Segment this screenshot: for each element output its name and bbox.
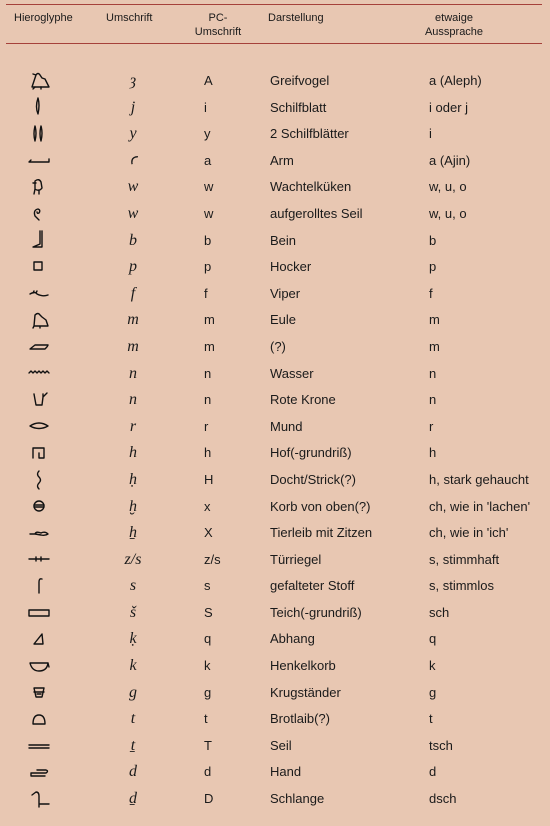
darstellung-cell: Schlange [270,791,325,807]
aussprache-cell: n [429,365,437,381]
table-row [0,228,550,255]
header-pc-umschrift [193,11,243,39]
translit-cell: ẖ [129,524,137,542]
table-row [0,786,550,813]
table-row [0,254,550,281]
darstellung-cell: Hocker [270,259,312,275]
aussprache-cell: w, u, o [429,179,467,195]
darstellung-cell: Bein [270,232,297,248]
table-row [0,653,550,680]
darstellung-cell: (?) [270,338,286,354]
pc-translit-cell: a [204,152,212,168]
table-row [0,680,550,707]
aussprache-cell: sch [429,604,450,620]
table-row [0,520,550,547]
wick-hieroglyph-icon [22,467,56,493]
darstellung-cell: Mund [270,418,303,434]
pc-translit-cell: n [204,365,212,381]
pc-translit-cell: k [204,658,211,674]
pc-translit-cell: X [204,525,213,541]
pc-translit-cell: A [204,73,213,88]
table-row [0,121,550,148]
header-umschrift: Umschrift [106,12,153,24]
aussprache-cell: k [429,658,436,674]
aussprache-cell: i oder j [429,99,469,115]
pool-hieroglyph-icon [22,600,56,626]
pc-translit-cell: t [204,711,208,727]
header-aussprache-line-1: etwaige [435,12,473,24]
translit-cell: h [129,444,137,462]
translit-cell: n [129,391,137,409]
hand-hieroglyph-icon [22,759,56,785]
table-row [0,95,550,122]
reed-leaf-hieroglyph-icon [22,95,56,121]
darstellung-cell: Wachtelküken [270,179,352,195]
darstellung-cell: Krugständer [270,684,341,700]
header-hieroglyphe: Hieroglyphe [14,12,73,24]
table-row [0,440,550,467]
aussprache-cell: a (Ajin) [429,152,471,168]
translit-cell: w [127,178,139,196]
darstellung-cell: Schilfblatt [270,99,327,115]
handled-basket-hieroglyph-icon [22,653,56,679]
aussprache-cell: h, stark gehaucht [429,471,529,487]
pc-translit-cell: w [204,179,214,195]
pc-translit-cell: z/s [204,551,221,567]
pc-translit-cell: d [204,764,212,780]
animal-belly-hieroglyph-icon [22,520,56,546]
header-darstellung: Darstellung [268,12,324,24]
table-row [0,467,550,494]
pc-translit-cell: S [204,604,213,620]
jar-stand-hieroglyph-icon [22,680,56,706]
vulture-hieroglyph-icon [22,68,56,94]
darstellung-cell: Rote Krone [270,392,336,408]
water-hieroglyph-icon [22,361,56,387]
translit-cell: ḏ [129,790,137,808]
arm-hieroglyph-icon [22,148,56,174]
pc-translit-cell: y [204,126,211,142]
translit-cell: d [129,763,137,781]
owl-hieroglyph-icon [22,307,56,333]
aussprache-cell: m [429,338,440,354]
courtyard-hieroglyph-icon [22,440,56,466]
aussprache-cell: s, stimmlos [429,578,494,594]
translit-cell: k [129,657,137,675]
hieroglyph-table-body [0,68,550,813]
aussprache-cell: tsch [429,737,453,753]
aussprache-cell: b [429,232,437,248]
aussprache-cell: q [429,631,437,647]
translit-cell: w [127,204,139,222]
folded-cloth-hieroglyph-icon [22,573,56,599]
aussprache-cell: r [429,418,434,434]
red-crown-hieroglyph-icon [22,387,56,413]
darstellung-cell: Viper [270,285,301,301]
aussprache-cell: ch, wie in 'ich' [429,525,509,541]
translit-cell: y [129,125,137,143]
darstellung-cell: 2 Schilfblätter [270,126,349,142]
pc-translit-cell: T [204,737,212,753]
translit-cell: r [129,417,137,435]
table-row [0,494,550,521]
darstellung-cell: Wasser [270,365,314,381]
header-pc-line-1: PC- [208,12,228,24]
header-pc-line-2: Umschrift [194,26,242,38]
table-row [0,573,550,600]
translit-cell: ḳ [129,630,137,648]
aussprache-cell: s, stimmhaft [429,551,500,567]
coiled-rope-hieroglyph-icon [22,201,56,227]
translit-cell: ṯ [130,736,136,754]
translit-cell: t [130,710,136,728]
pc-translit-cell: s [204,578,211,594]
darstellung-cell: Henkelkorb [270,658,336,674]
pc-translit-cell: H [204,471,214,487]
darstellung-cell: Korb von oben(?) [270,498,371,514]
aussprache-cell: i [429,126,432,142]
pc-translit-cell: q [204,631,212,647]
table-row [0,148,550,175]
translit-cell: ḥ [129,470,137,488]
unknown-m-hieroglyph-icon [22,334,56,360]
pc-translit-cell: m [204,312,215,328]
aussprache-cell: g [429,684,437,700]
table-row [0,706,550,733]
table-row [0,547,550,574]
quail-chick-hieroglyph-icon [22,174,56,200]
pc-translit-cell: x [204,498,211,514]
table-row [0,68,550,95]
darstellung-cell: gefalteter Stoff [270,578,355,594]
header-aussprache-line-2: Aussprache [424,26,484,38]
pc-translit-cell: D [204,791,214,807]
aussprache-cell: d [429,764,437,780]
translit-cell: s [129,577,137,595]
translit-cell: m [127,337,139,355]
aussprache-cell: w, u, o [429,205,467,221]
darstellung-cell: Teich(-grundriß) [270,604,362,620]
translit-cell: n [129,364,137,382]
darstellung-cell: Arm [270,152,294,168]
door-bolt-hieroglyph-icon [22,547,56,573]
cobra-hieroglyph-icon [22,786,56,812]
tethering-rope-hieroglyph-icon [22,733,56,759]
translit-cell: j [130,98,136,116]
table-row [0,361,550,388]
table-header [0,0,550,44]
pc-translit-cell: p [204,259,212,275]
table-row [0,281,550,308]
aussprache-cell: f [429,285,433,301]
translit-cell: p [129,258,137,276]
pc-translit-cell: h [204,445,212,461]
pc-translit-cell: m [204,338,215,354]
pc-translit-cell: b [204,232,212,248]
darstellung-cell: Hof(-grundriß) [270,445,352,461]
viper-hieroglyph-icon [22,281,56,307]
darstellung-cell: Tierleib mit Zitzen [270,525,373,541]
table-row [0,334,550,361]
table-row [0,733,550,760]
pc-translit-cell: f [204,285,208,301]
translit-cell: ḫ [129,497,137,515]
translit-cell: m [127,311,139,329]
aussprache-cell: m [429,312,440,328]
darstellung-cell: Docht/Strick(?) [270,471,356,487]
aussprache-cell: n [429,392,437,408]
basket-top-hieroglyph-icon [22,494,56,520]
aussprache-cell: ch, wie in 'lachen' [429,498,531,514]
table-row [0,307,550,334]
aussprache-cell: p [429,259,437,275]
darstellung-cell: Brotlaib(?) [270,711,330,727]
mouth-hieroglyph-icon [22,414,56,440]
table-row [0,387,550,414]
pc-translit-cell: w [204,205,214,221]
translit-cell: g [129,683,137,701]
aussprache-cell: dsch [429,791,457,807]
pc-translit-cell: i [204,99,207,115]
leg-hieroglyph-icon [22,228,56,254]
stool-hieroglyph-icon [22,254,56,280]
darstellung-cell: Eule [270,312,297,328]
table-row [0,600,550,627]
darstellung-cell: Seil [270,737,292,753]
aussprache-cell: t [429,711,433,727]
translit-cell: ꜥ [129,151,137,169]
darstellung-cell: Abhang [270,631,315,647]
two-reeds-hieroglyph-icon [22,121,56,147]
table-row [0,174,550,201]
aussprache-cell: a (Aleph) [429,73,482,88]
header-bottom-rule [6,43,542,44]
header-aussprache [422,11,486,39]
pc-translit-cell: g [204,684,212,700]
darstellung-cell: Hand [270,764,302,780]
pc-translit-cell: r [204,418,209,434]
translit-cell: š [129,603,137,621]
bread-loaf-hieroglyph-icon [22,706,56,732]
table-row [0,414,550,441]
darstellung-cell: Greifvogel [270,73,330,88]
hill-slope-hieroglyph-icon [22,626,56,652]
translit-cell: z/s [124,550,142,568]
translit-cell: f [130,284,136,302]
pc-translit-cell: n [204,392,212,408]
table-row [0,201,550,228]
table-row [0,759,550,786]
darstellung-cell: Türriegel [270,551,322,567]
translit-cell: b [129,231,137,249]
header-top-rule [6,4,542,5]
table-row [0,626,550,653]
translit-cell: ȝ [129,72,137,89]
darstellung-cell: aufgerolltes Seil [270,205,363,221]
aussprache-cell: h [429,445,437,461]
